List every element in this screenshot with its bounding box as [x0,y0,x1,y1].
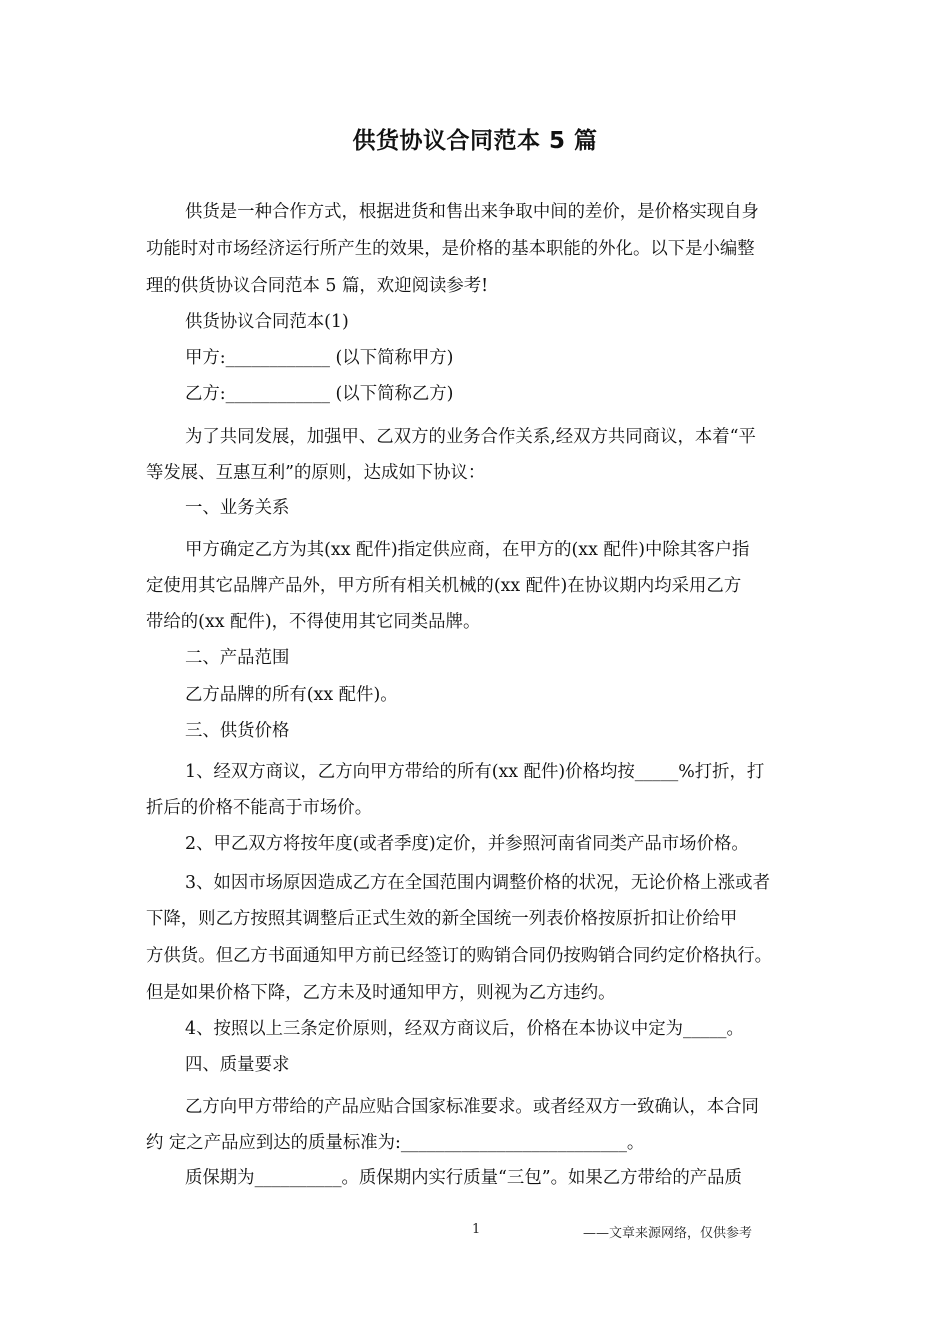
paragraph-line: 供货协议合同范本(1) [185,312,349,332]
paragraph-line: 供货是一种合作方式，根据进货和售出来争取中间的差价，是价格实现自身 [185,202,759,222]
paragraph-line: 乙方向甲方带给的产品应贴合国家标准要求。或者经双方一致确认，本合同 [185,1097,759,1117]
paragraph-line: 功能时对市场经济运行所产生的效果，是价格的基本职能的外化。以下是小编整 [146,239,755,259]
paragraph-line: 带给的(xx 配件)，不得使用其它同类品牌。 [146,612,481,632]
section-heading: 二、产品范围 [185,648,290,668]
paragraph-line: 下降，则乙方按照其调整后正式生效的新全国统一列表价格按原折扣让价给甲 [146,909,738,929]
section-heading: 三、供货价格 [185,721,290,741]
paragraph-line: 3、如因市场原因造成乙方在全国范围内调整价格的状况，无论价格上涨或者 [185,873,770,893]
paragraph-line: 方供货。但乙方书面通知甲方前已经签订的购销合同仍按购销合同约定价格执行。 [146,946,773,966]
party-b-line: 乙方:____________ (以下简称乙方) [185,384,454,404]
paragraph-line: 约 定之产品应到达的质量标准为:__________________________。 [146,1133,645,1153]
paragraph-line: 乙方品牌的所有(xx 配件)。 [185,685,398,705]
paragraph-line: 2、甲乙双方将按年度(或者季度)定价，并参照河南省同类产品市场价格。 [185,834,749,854]
party-a-line: 甲方:____________ (以下简称甲方) [185,348,454,368]
paragraph-line: 等发展、互惠互利”的原则，达成如下协议： [146,463,486,483]
document-title: 供货协议合同范本 5 篇 [352,128,598,154]
footer-source-note: ——文章来源网络，仅供参考 [583,1226,753,1241]
section-heading: 四、质量要求 [185,1055,290,1075]
paragraph-line: 但是如果价格下降，乙方未及时通知甲方，则视为乙方违约。 [146,983,616,1003]
paragraph-line: 质保期为__________。质保期内实行质量“三包”。如果乙方带给的产品质 [185,1168,742,1188]
paragraph-line: 定使用其它品牌产品外，甲方所有相关机械的(xx 配件)在协议期内均采用乙方 [146,576,742,596]
paragraph-line: 折后的价格不能高于市场价。 [146,798,373,818]
section-heading: 一、业务关系 [185,498,290,518]
paragraph-line: 4、按照以上三条定价原则，经双方商议后，价格在本协议中定为_____。 [185,1019,744,1039]
page-number: 1 [472,1222,481,1237]
paragraph-line: 理的供货协议合同范本 5 篇，欢迎阅读参考! [146,276,489,296]
paragraph-line: 1、经双方商议，乙方向甲方带给的所有(xx 配件)价格均按_____%打折，打 [185,762,765,782]
paragraph-line: 为了共同发展，加强甲、乙双方的业务合作关系,经双方共同商议，本着“平 [185,427,756,447]
paragraph-line: 甲方确定乙方为其(xx 配件)指定供应商，在甲方的(xx 配件)中除其客户指 [185,540,750,560]
